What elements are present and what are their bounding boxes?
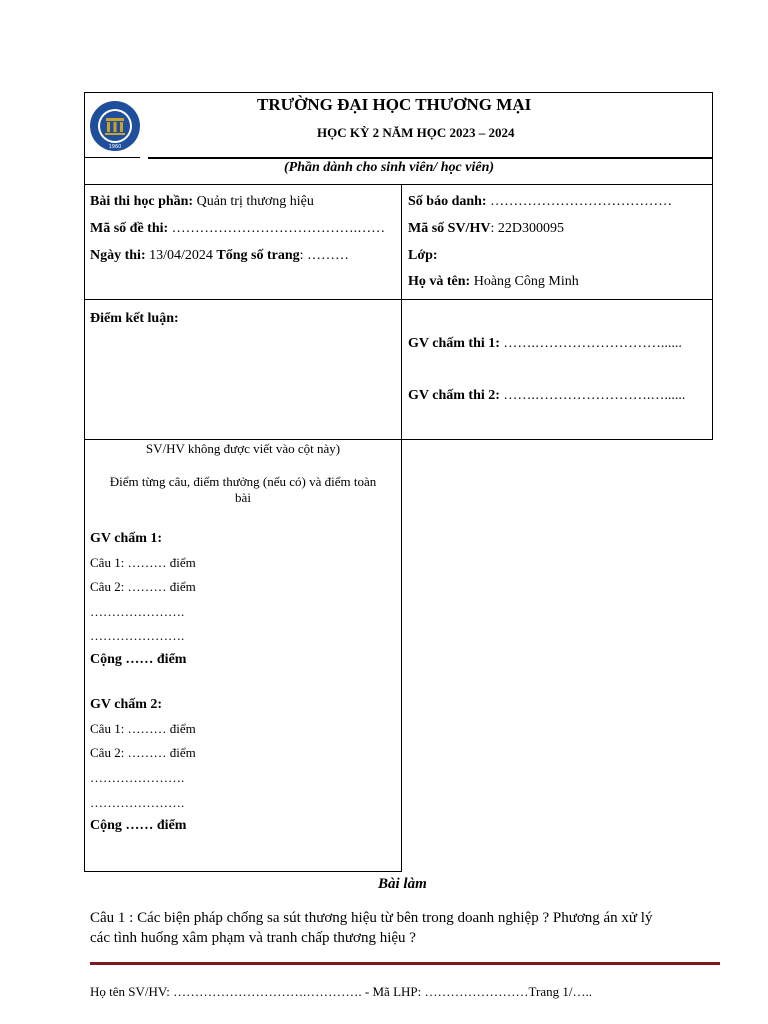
- gv1-dots-2: ………………….: [90, 628, 185, 643]
- student-name-label: Họ và tên:: [408, 274, 471, 289]
- school-name: TRƯỜNG ĐẠI HỌC THƯƠNG MẠI: [257, 95, 532, 114]
- grader1-label: GV chấm thi 1:: [408, 336, 500, 351]
- score-column-desc-1: Điểm từng câu, điểm thưởng (nếu có) và điểm toàn: [109, 474, 377, 489]
- student-id-value: : 22D300095: [490, 221, 564, 236]
- semester-title: HỌC KỲ 2 NĂM HỌC 2023 – 2024: [317, 125, 515, 140]
- gv1-total: Cộng …… điểm: [90, 652, 187, 667]
- score-column-desc-2: bài: [235, 490, 251, 505]
- answer-title: Bài làm: [378, 876, 427, 892]
- exam-code-label: Mã số đề thi:: [90, 221, 169, 236]
- question-line-1: Câu 1 : Các biện pháp chống sa sút thương hiệu từ bên trong doanh nghiệp ? Phương án xử lý: [90, 910, 653, 926]
- frame-left: [84, 92, 85, 872]
- subject-value: Quản trị thương hiệu: [193, 194, 314, 209]
- score-column-note: SV/HV không được viết vào cột này): [145, 441, 341, 456]
- grader1-row: [408, 335, 682, 353]
- final-score-label: Điểm kết luận:: [90, 311, 179, 326]
- footer-rule: [90, 962, 720, 965]
- exam-date-value: 13/04/2024: [145, 248, 217, 263]
- frame-right-upper: [712, 92, 713, 440]
- note-divider: [84, 184, 713, 185]
- gv2-title: GV chấm 2:: [90, 697, 163, 712]
- class-label: Lớp:: [408, 248, 438, 263]
- subject-row: [90, 193, 314, 211]
- student-id-row: [408, 220, 564, 238]
- gv2-q2: Câu 2: ……… điểm: [90, 745, 196, 760]
- exam-date-label: Ngày thi:: [90, 248, 146, 263]
- gv1-dots-1: ………………….: [90, 604, 185, 619]
- student-section-note: (Phần dành cho sinh viên/ học viên): [284, 160, 495, 175]
- footer-text: Họ tên SV/HV: ………………………….…………. - Mã LHP: ……………………Trang 1/…..: [90, 984, 592, 999]
- gv2-total: Cộng …… điểm: [90, 818, 187, 833]
- grader2-label: GV chấm thi 2:: [408, 388, 500, 403]
- gv1-q1: Câu 1: ……… điểm: [90, 555, 196, 570]
- logo-divider: [84, 157, 140, 158]
- gv2-dots-2: ………………….: [90, 795, 185, 810]
- total-pages-value: : ………: [299, 248, 350, 263]
- info-center-divider: [401, 184, 402, 872]
- total-pages-label: Tổng số trang: [216, 248, 300, 263]
- frame-top: [84, 92, 713, 93]
- exam-code-row: [90, 220, 385, 238]
- gv2-q1: Câu 1: ……… điểm: [90, 721, 196, 736]
- grader1-value: …….………………………......: [499, 336, 682, 351]
- sbd-value: …………………………………: [486, 194, 673, 209]
- svg-text:1960: 1960: [108, 144, 122, 150]
- student-name-value: Hoàng Công Minh: [470, 274, 579, 289]
- frame-bottom: [84, 871, 402, 872]
- gv1-title: GV chấm 1:: [90, 531, 163, 546]
- subject-label: Bài thi học phần:: [90, 194, 194, 209]
- student-id-label: Mã số SV/HV: [408, 221, 491, 236]
- exam-date-row: [90, 247, 349, 265]
- grader2-value: …….…………………….…......: [499, 388, 686, 403]
- university-logo: [89, 100, 141, 152]
- sbd-label: Số báo danh:: [408, 194, 487, 209]
- student-name-row: [408, 273, 579, 291]
- sbd-row: [408, 193, 672, 211]
- exam-code-value: ………………………………….……: [168, 221, 386, 236]
- gv2-dots-1: ………………….: [90, 770, 185, 785]
- grader2-row: [408, 387, 685, 405]
- info-bottom-divider: [84, 299, 713, 300]
- question-line-2: các tình huống xâm phạm và tranh chấp thương hiệu ?: [90, 930, 416, 946]
- gv1-q2: Câu 2: ……… điểm: [90, 579, 196, 594]
